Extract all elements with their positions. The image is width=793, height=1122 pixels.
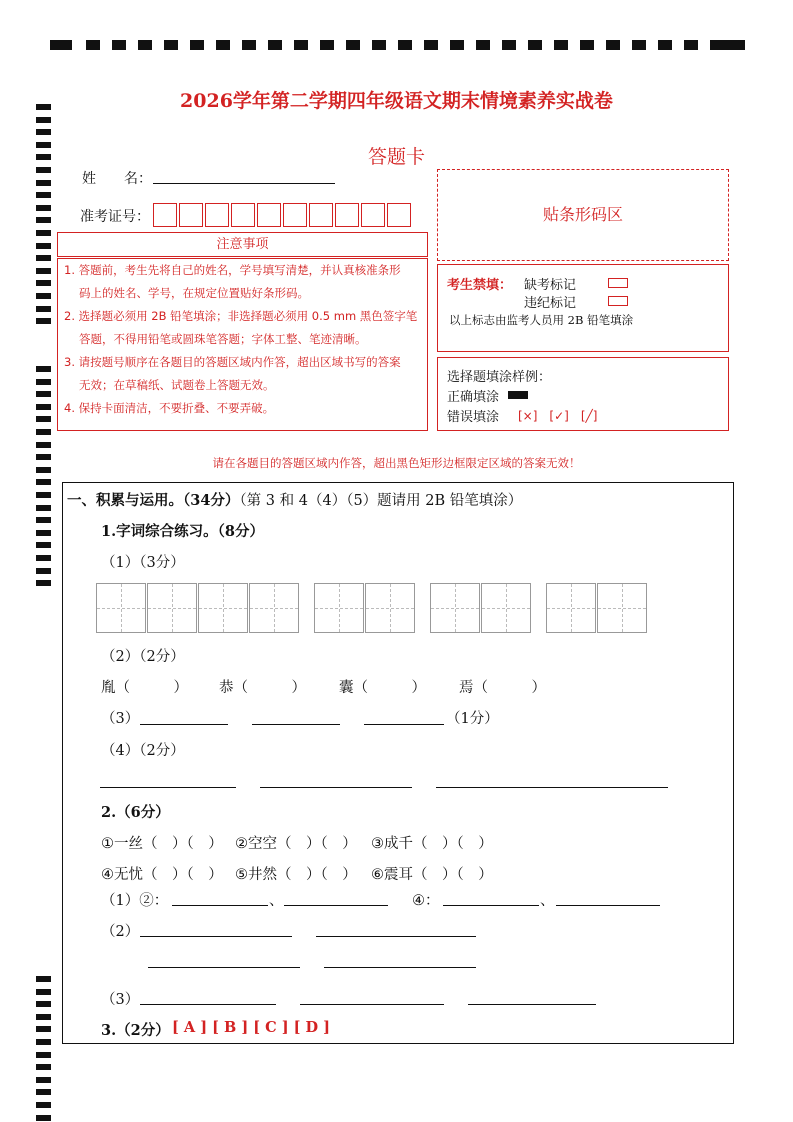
correct-fill-label: 正确填涂 <box>447 390 500 405</box>
q2-part2: （2） <box>101 924 140 940</box>
answer-line[interactable] <box>316 936 476 937</box>
id-digit-box[interactable] <box>231 203 255 227</box>
pinyin-char: 焉（ ） <box>459 680 546 696</box>
card-title: 答题卡 <box>367 146 425 168</box>
q2-part3: （3） <box>101 992 140 1008</box>
notice-box <box>57 258 428 431</box>
name-label: 姓 名： <box>82 171 152 187</box>
char-grid[interactable] <box>597 583 647 633</box>
idiom-item: ①一丝（ ）（ ） <box>101 836 223 852</box>
wrong-fill-samples: [×] [✓] [╱] <box>518 409 598 423</box>
q3-title: 3.（2分） <box>101 1022 170 1039</box>
notice-item: 4. 保持卡面清洁，不要折叠、不要弄破。 <box>64 401 275 415</box>
id-digit-box[interactable] <box>335 203 359 227</box>
char-grid[interactable] <box>546 583 596 633</box>
barcode-area <box>437 169 729 261</box>
notice-item: 3. 请按题号顺序在各题目的答题区域内作答，超出区域书写的答案 <box>64 355 401 369</box>
fill-sample-box <box>437 357 729 431</box>
separator: 、 <box>269 893 284 909</box>
id-digit-box[interactable] <box>205 203 229 227</box>
notice-item: 码上的姓名、学号，在规定位置贴好条形码。 <box>79 286 309 300</box>
q2-part1b: ④： <box>412 893 440 909</box>
char-grid[interactable] <box>249 583 299 633</box>
timing-marks-top <box>50 40 745 50</box>
char-grid[interactable] <box>96 583 146 633</box>
notice-item: 1. 答题前，考生先将自己的姓名，学号填写清楚，并认真核准条形 <box>64 263 401 277</box>
correct-fill-sample <box>508 391 528 399</box>
forbidden-box <box>437 264 729 352</box>
id-digit-box[interactable] <box>283 203 307 227</box>
idiom-item: ②空空（ ）（ ） <box>235 836 357 852</box>
notice-item: 无效；在草稿纸、试题卷上答题无效。 <box>79 378 275 392</box>
idiom-item: ③成千（ ）（ ） <box>371 836 493 852</box>
absent-label: 缺考标记 <box>524 278 577 293</box>
absent-mark[interactable] <box>608 278 628 288</box>
q1-part3: （3） <box>101 711 140 727</box>
answer-line[interactable] <box>140 936 292 937</box>
answer-line[interactable] <box>172 905 268 906</box>
q1-part1: （1）（3分） <box>101 555 185 571</box>
forbidden-note: 以上标志由监考人员用 2B 铅笔填涂 <box>449 313 634 327</box>
name-field[interactable] <box>153 183 335 184</box>
char-grid[interactable] <box>147 583 197 633</box>
section-note: （第 3 和 4（4）（5）题请用 2B 铅笔填涂） <box>239 493 523 509</box>
q1-title: 1.字词综合练习。（8分） <box>101 523 264 540</box>
section-heading <box>67 489 522 510</box>
id-digit-box[interactable] <box>309 203 333 227</box>
page-title: 2026学年第二学期四年级语文期末情境素养实战卷 <box>180 90 613 112</box>
wrong-fill-label: 错误填涂 <box>447 410 500 425</box>
barcode-label: 贴条形码区 <box>542 205 623 224</box>
q2-title: 2.（6分） <box>101 804 170 821</box>
answer-line[interactable] <box>300 1004 444 1005</box>
id-digit-box[interactable] <box>361 203 385 227</box>
section-title: 一、积累与运用。（34分） <box>67 492 240 509</box>
answer-line[interactable] <box>364 724 444 725</box>
answer-line[interactable] <box>284 905 388 906</box>
q3-options[interactable]: [ A ] [ B ] [ C ] [ D ] <box>172 1019 331 1036</box>
char-grid[interactable] <box>314 583 364 633</box>
pinyin-char: 囊（ ） <box>339 680 426 696</box>
char-grid[interactable] <box>198 583 248 633</box>
answer-line[interactable] <box>100 787 236 788</box>
violation-label: 违纪标记 <box>524 296 577 311</box>
notice-item: 答题，不得用铅笔或圆珠笔答题；字体工整、笔迹清晰。 <box>79 332 367 346</box>
notice-title: 注意事项 <box>216 237 269 252</box>
forbidden-label: 考生禁填： <box>447 278 513 293</box>
q1-part4: （4）（2分） <box>101 743 185 759</box>
violation-mark[interactable] <box>608 296 628 306</box>
pinyin-char: 恭（ ） <box>219 680 306 696</box>
id-digit-box[interactable] <box>179 203 203 227</box>
id-label: 准考证号： <box>80 209 150 225</box>
answer-line[interactable] <box>468 1004 596 1005</box>
char-grid[interactable] <box>430 583 480 633</box>
answer-line[interactable] <box>443 905 539 906</box>
answer-line[interactable] <box>140 724 228 725</box>
id-digit-box[interactable] <box>153 203 177 227</box>
char-grid[interactable] <box>365 583 415 633</box>
answer-line[interactable] <box>140 1004 276 1005</box>
q1-part2: （2）（2分） <box>101 649 185 665</box>
q2-part1: （1）②： <box>101 893 169 909</box>
answer-area-warning: 请在各题目的答题区域内作答，超出黑色矩形边框限定区域的答案无效！ <box>212 456 581 470</box>
notice-header <box>57 232 428 257</box>
notice-item: 2. 选择题必须用 2B 铅笔填涂；非选择题必须用 0.5 mm 黑色签字笔 <box>64 309 418 323</box>
answer-line[interactable] <box>260 787 412 788</box>
answer-line[interactable] <box>436 787 668 788</box>
idiom-item: ④无忧（ ）（ ） <box>101 867 223 883</box>
separator: 、 <box>540 893 555 909</box>
pinyin-char: 胤（ ） <box>101 680 188 696</box>
char-grid[interactable] <box>481 583 531 633</box>
q1-part3-score: （1分） <box>446 711 499 727</box>
answer-line[interactable] <box>252 724 340 725</box>
answer-line[interactable] <box>148 967 300 968</box>
idiom-item: ⑤井然（ ）（ ） <box>235 867 357 883</box>
id-digit-box[interactable] <box>257 203 281 227</box>
id-number-boxes[interactable] <box>153 203 417 227</box>
id-digit-box[interactable] <box>387 203 411 227</box>
answer-line[interactable] <box>556 905 660 906</box>
answer-line[interactable] <box>324 967 476 968</box>
idiom-item: ⑥震耳（ ）（ ） <box>371 867 493 883</box>
fill-sample-title: 选择题填涂样例： <box>447 370 552 385</box>
